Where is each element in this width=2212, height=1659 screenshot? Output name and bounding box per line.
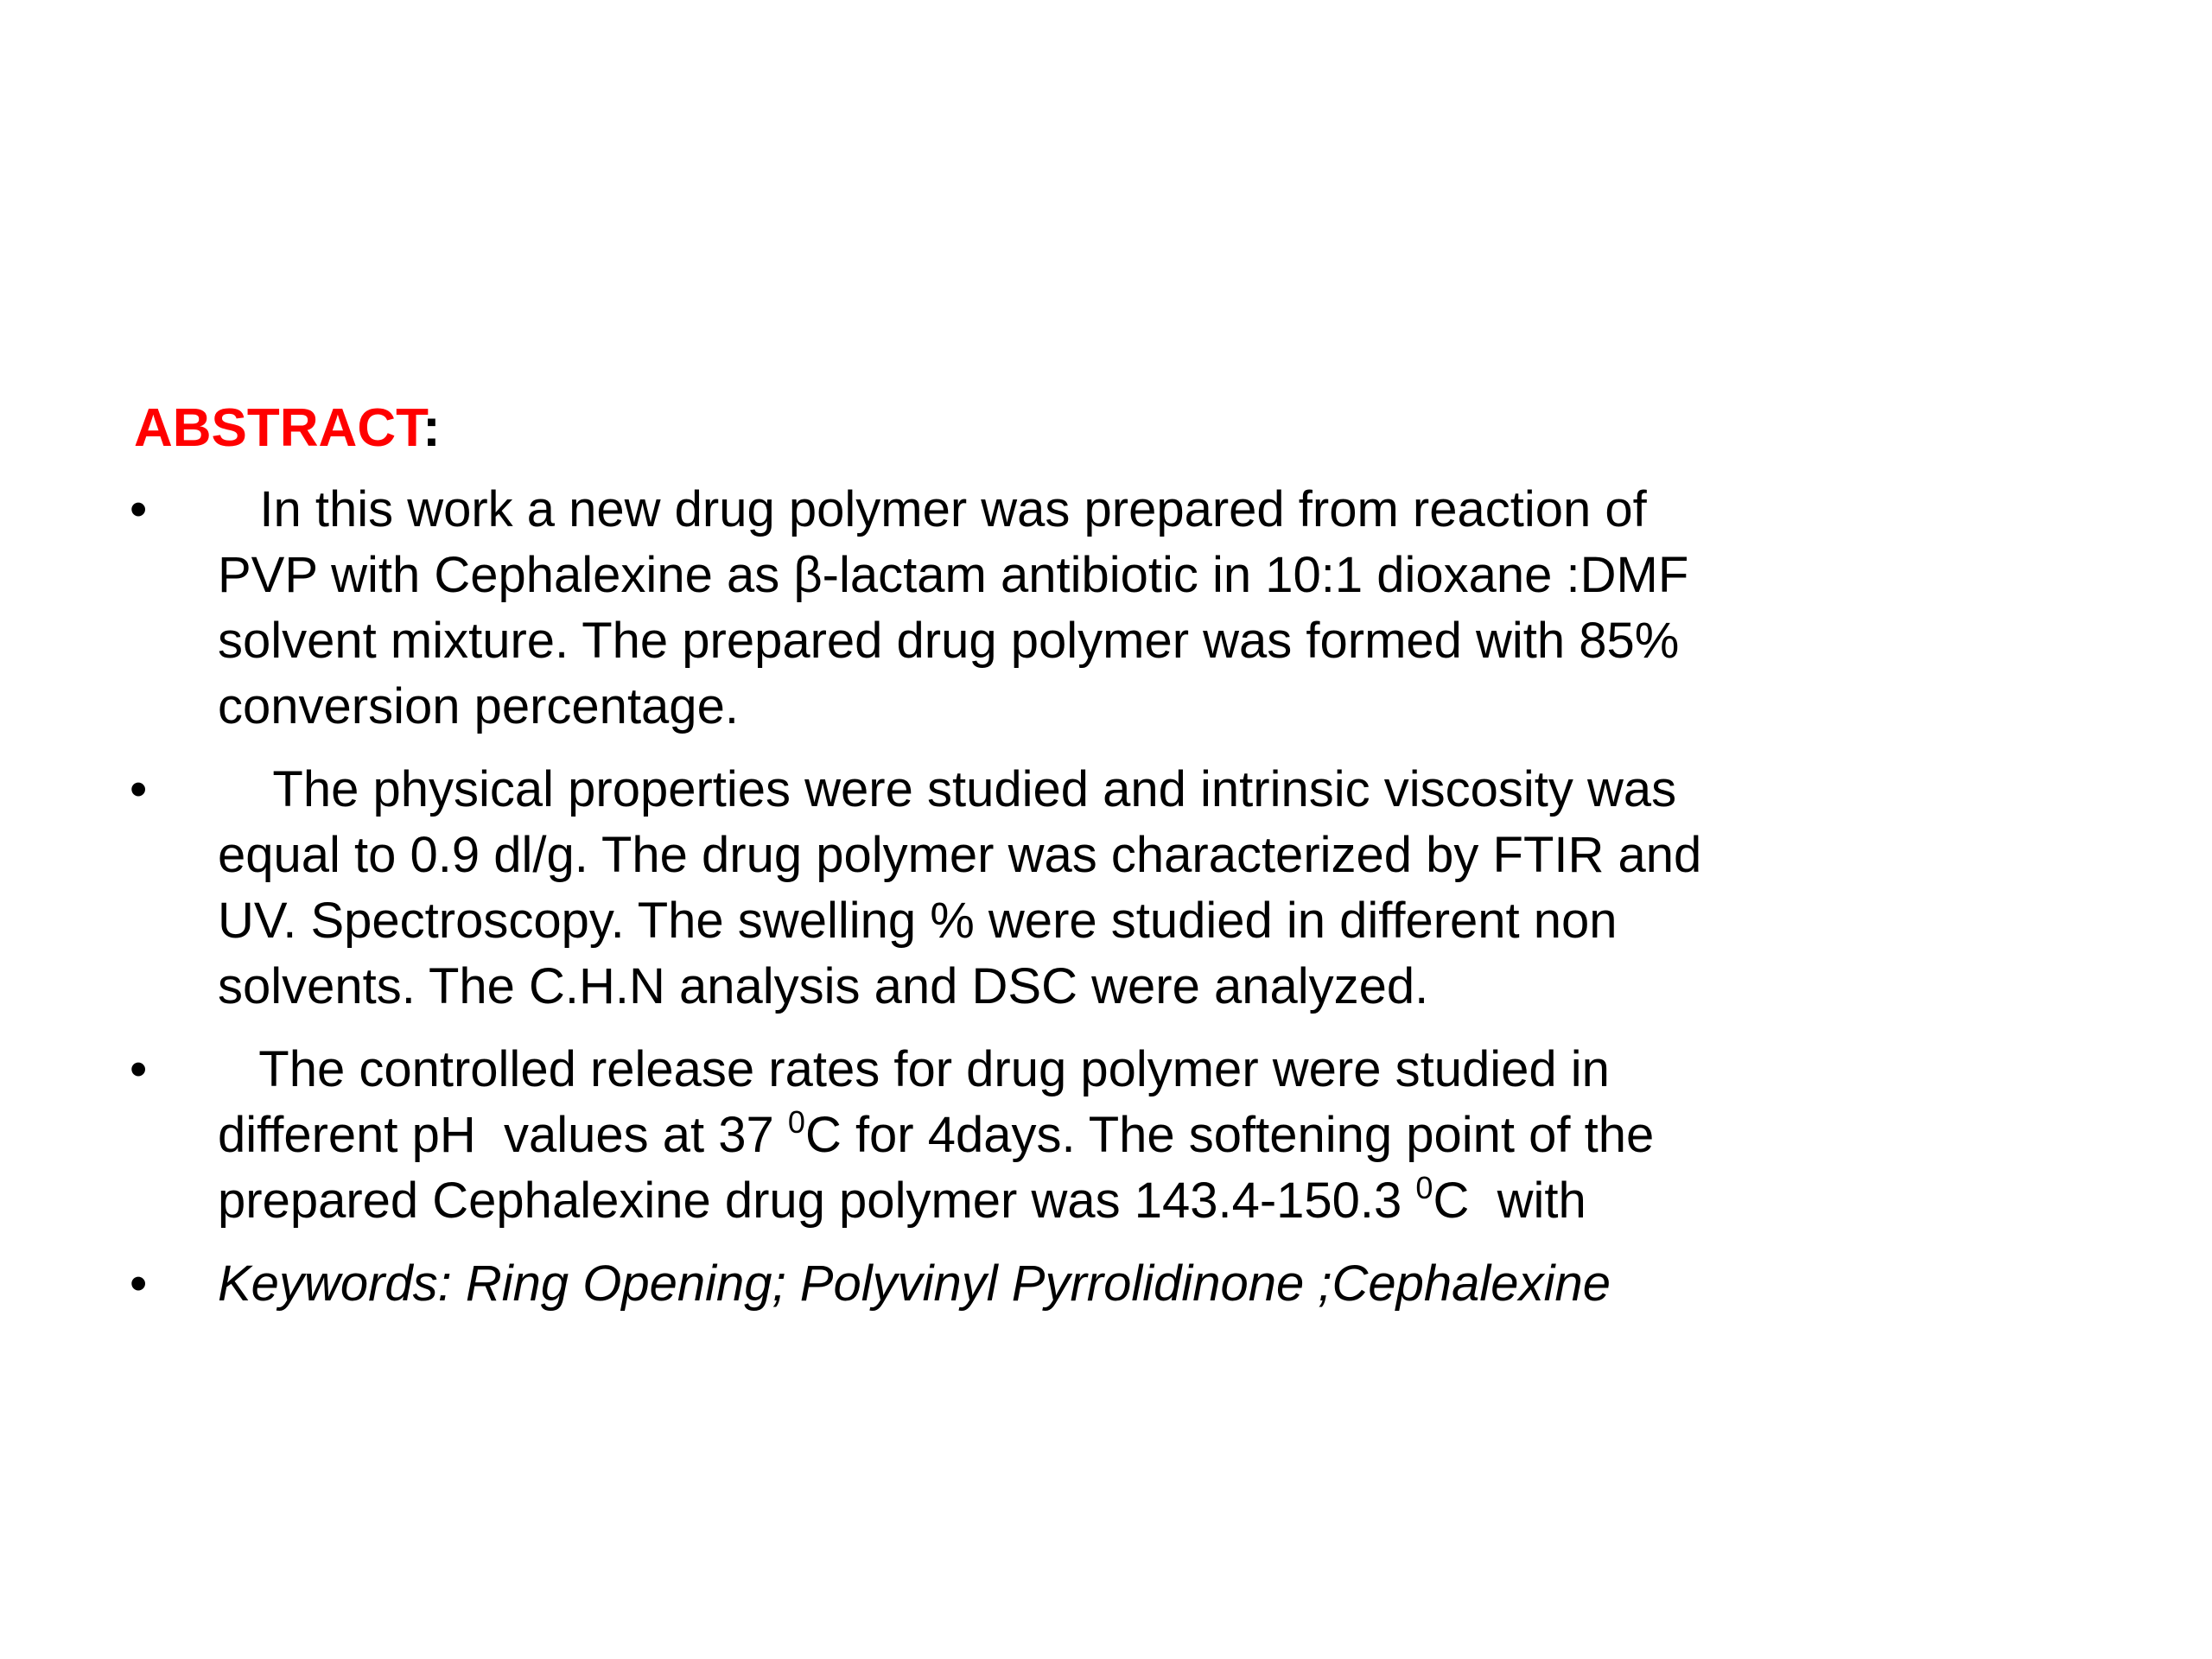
degree-superscript: 0 [787,1104,805,1140]
text-line: solvents. The C.H.N analysis and DSC were analyzed. [218,958,1429,1014]
degree-superscript: 0 [1415,1170,1433,1205]
bullet-marker: • [130,761,148,817]
text-line: The controlled release rates for drug polymer were studied in [218,1041,1610,1097]
text-line [218,1103,2084,1168]
text-line: equal to 0.9 dl/g. The drug polymer was characterized by FTIR and [218,827,1702,883]
text-line [218,1168,2084,1234]
abstract-paragraph-characterization [218,757,2084,1020]
abstract-colon: : [423,398,441,458]
text-line: UV. Spectroscopy. The swelling % were studied in different non [218,893,1618,949]
text-segment: prepared Cephalexine drug polymer was 143.4-150.3 [218,1173,1416,1229]
keywords-text: Keywords: Ring Opening; Polyvinyl Pyrrolidinone ;Cephalexine [218,1255,1611,1312]
abstract-paragraph-synthesis [218,477,2084,740]
bullet-marker: • [130,1041,148,1097]
text-segment: different pH values at 37 [218,1107,788,1163]
text-segment: C with [1433,1173,1586,1229]
abstract-paragraph-release [218,1037,2084,1234]
bullet-marker: • [130,481,148,537]
text-line: conversion percentage. [218,678,739,734]
bullet-marker: • [130,1255,148,1312]
text-line: The physical properties were studied and intrinsic viscosity was [218,761,1677,817]
abstract-label: ABSTRACT [134,398,423,458]
text-segment: C for 4days. The softening point of the [804,1107,1655,1163]
text-line: PVP with Cephalexine as β-lactam antibiotic in 10:1 dioxane :DMF [218,547,1689,603]
keywords-line [218,1251,2084,1317]
text-line: In this work a new drug polymer was prepared from reaction of [218,481,1647,537]
text-line: solvent mixture. The prepared drug polymer was formed with 85% [218,613,1680,669]
